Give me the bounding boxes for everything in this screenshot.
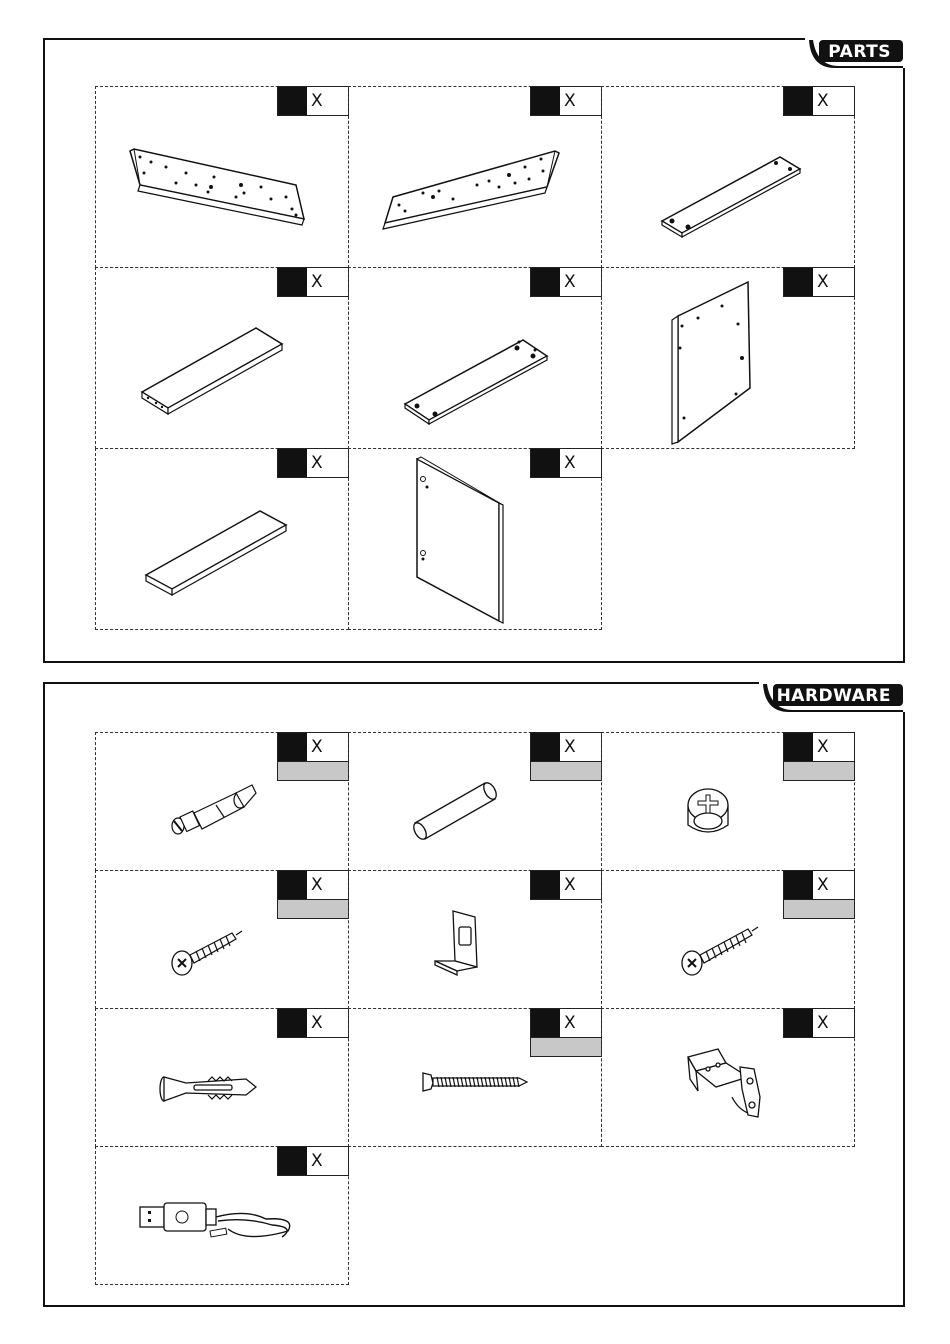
door-panel-icon	[349, 449, 601, 629]
hardware-cell	[601, 1008, 855, 1147]
qty-mark: X	[311, 737, 323, 757]
cam-lock-icon	[602, 733, 854, 870]
long-screw-icon	[349, 1009, 601, 1146]
screw-icon	[602, 871, 854, 1008]
narrow-board-holes-icon	[349, 268, 601, 448]
qty-mark: X	[564, 91, 576, 111]
hardware-cell	[95, 1008, 349, 1147]
side-panel-right-icon	[349, 87, 601, 267]
hardware-cell	[601, 732, 855, 871]
hardware-section	[43, 682, 905, 1307]
qty-mark: X	[817, 737, 829, 757]
cam-bolt-icon	[96, 733, 348, 870]
back-panel-icon	[602, 268, 854, 448]
hardware-cell	[95, 732, 349, 871]
qty-mark: X	[311, 453, 323, 473]
narrow-board-icon	[602, 87, 854, 267]
plain-shelf-icon	[96, 449, 348, 629]
qty-mark: X	[564, 1013, 576, 1033]
qty-mark: X	[311, 1151, 323, 1171]
side-panel-left-icon	[96, 87, 348, 267]
qty-mark: X	[564, 272, 576, 292]
part-cell	[348, 448, 602, 630]
l-bracket-icon	[349, 871, 601, 1008]
parts-title: PARTS	[828, 42, 891, 62]
shelf-board-icon	[96, 268, 348, 448]
usb-cable-icon	[96, 1147, 348, 1284]
qty-mark: X	[564, 737, 576, 757]
qty-mark: X	[564, 875, 576, 895]
part-cell	[348, 267, 602, 449]
qty-mark: X	[564, 453, 576, 473]
qty-mark: X	[817, 272, 829, 292]
parts-section	[43, 38, 905, 663]
wood-dowel-icon	[349, 733, 601, 870]
qty-mark: X	[311, 272, 323, 292]
qty-mark: X	[311, 1013, 323, 1033]
part-cell	[95, 86, 349, 268]
qty-mark: X	[311, 91, 323, 111]
qty-mark: X	[817, 1013, 829, 1033]
qty-mark: X	[817, 875, 829, 895]
short-screw-icon	[96, 871, 348, 1008]
hardware-cell	[95, 1146, 349, 1285]
part-cell	[348, 86, 602, 268]
wall-anchor-icon	[96, 1009, 348, 1146]
hardware-cell	[601, 870, 855, 1009]
hardware-cell	[348, 870, 602, 1009]
hardware-cell	[95, 870, 349, 1009]
hardware-tab	[759, 682, 905, 712]
hinge-icon	[602, 1009, 854, 1146]
qty-mark: X	[311, 875, 323, 895]
qty-mark: X	[817, 91, 829, 111]
hardware-title: HARDWARE	[776, 686, 891, 706]
part-cell	[601, 86, 855, 268]
part-cell	[95, 267, 349, 449]
part-cell	[601, 267, 855, 449]
parts-tab	[805, 38, 905, 68]
hardware-cell	[348, 1008, 602, 1147]
hardware-cell	[348, 732, 602, 871]
part-cell	[95, 448, 349, 630]
